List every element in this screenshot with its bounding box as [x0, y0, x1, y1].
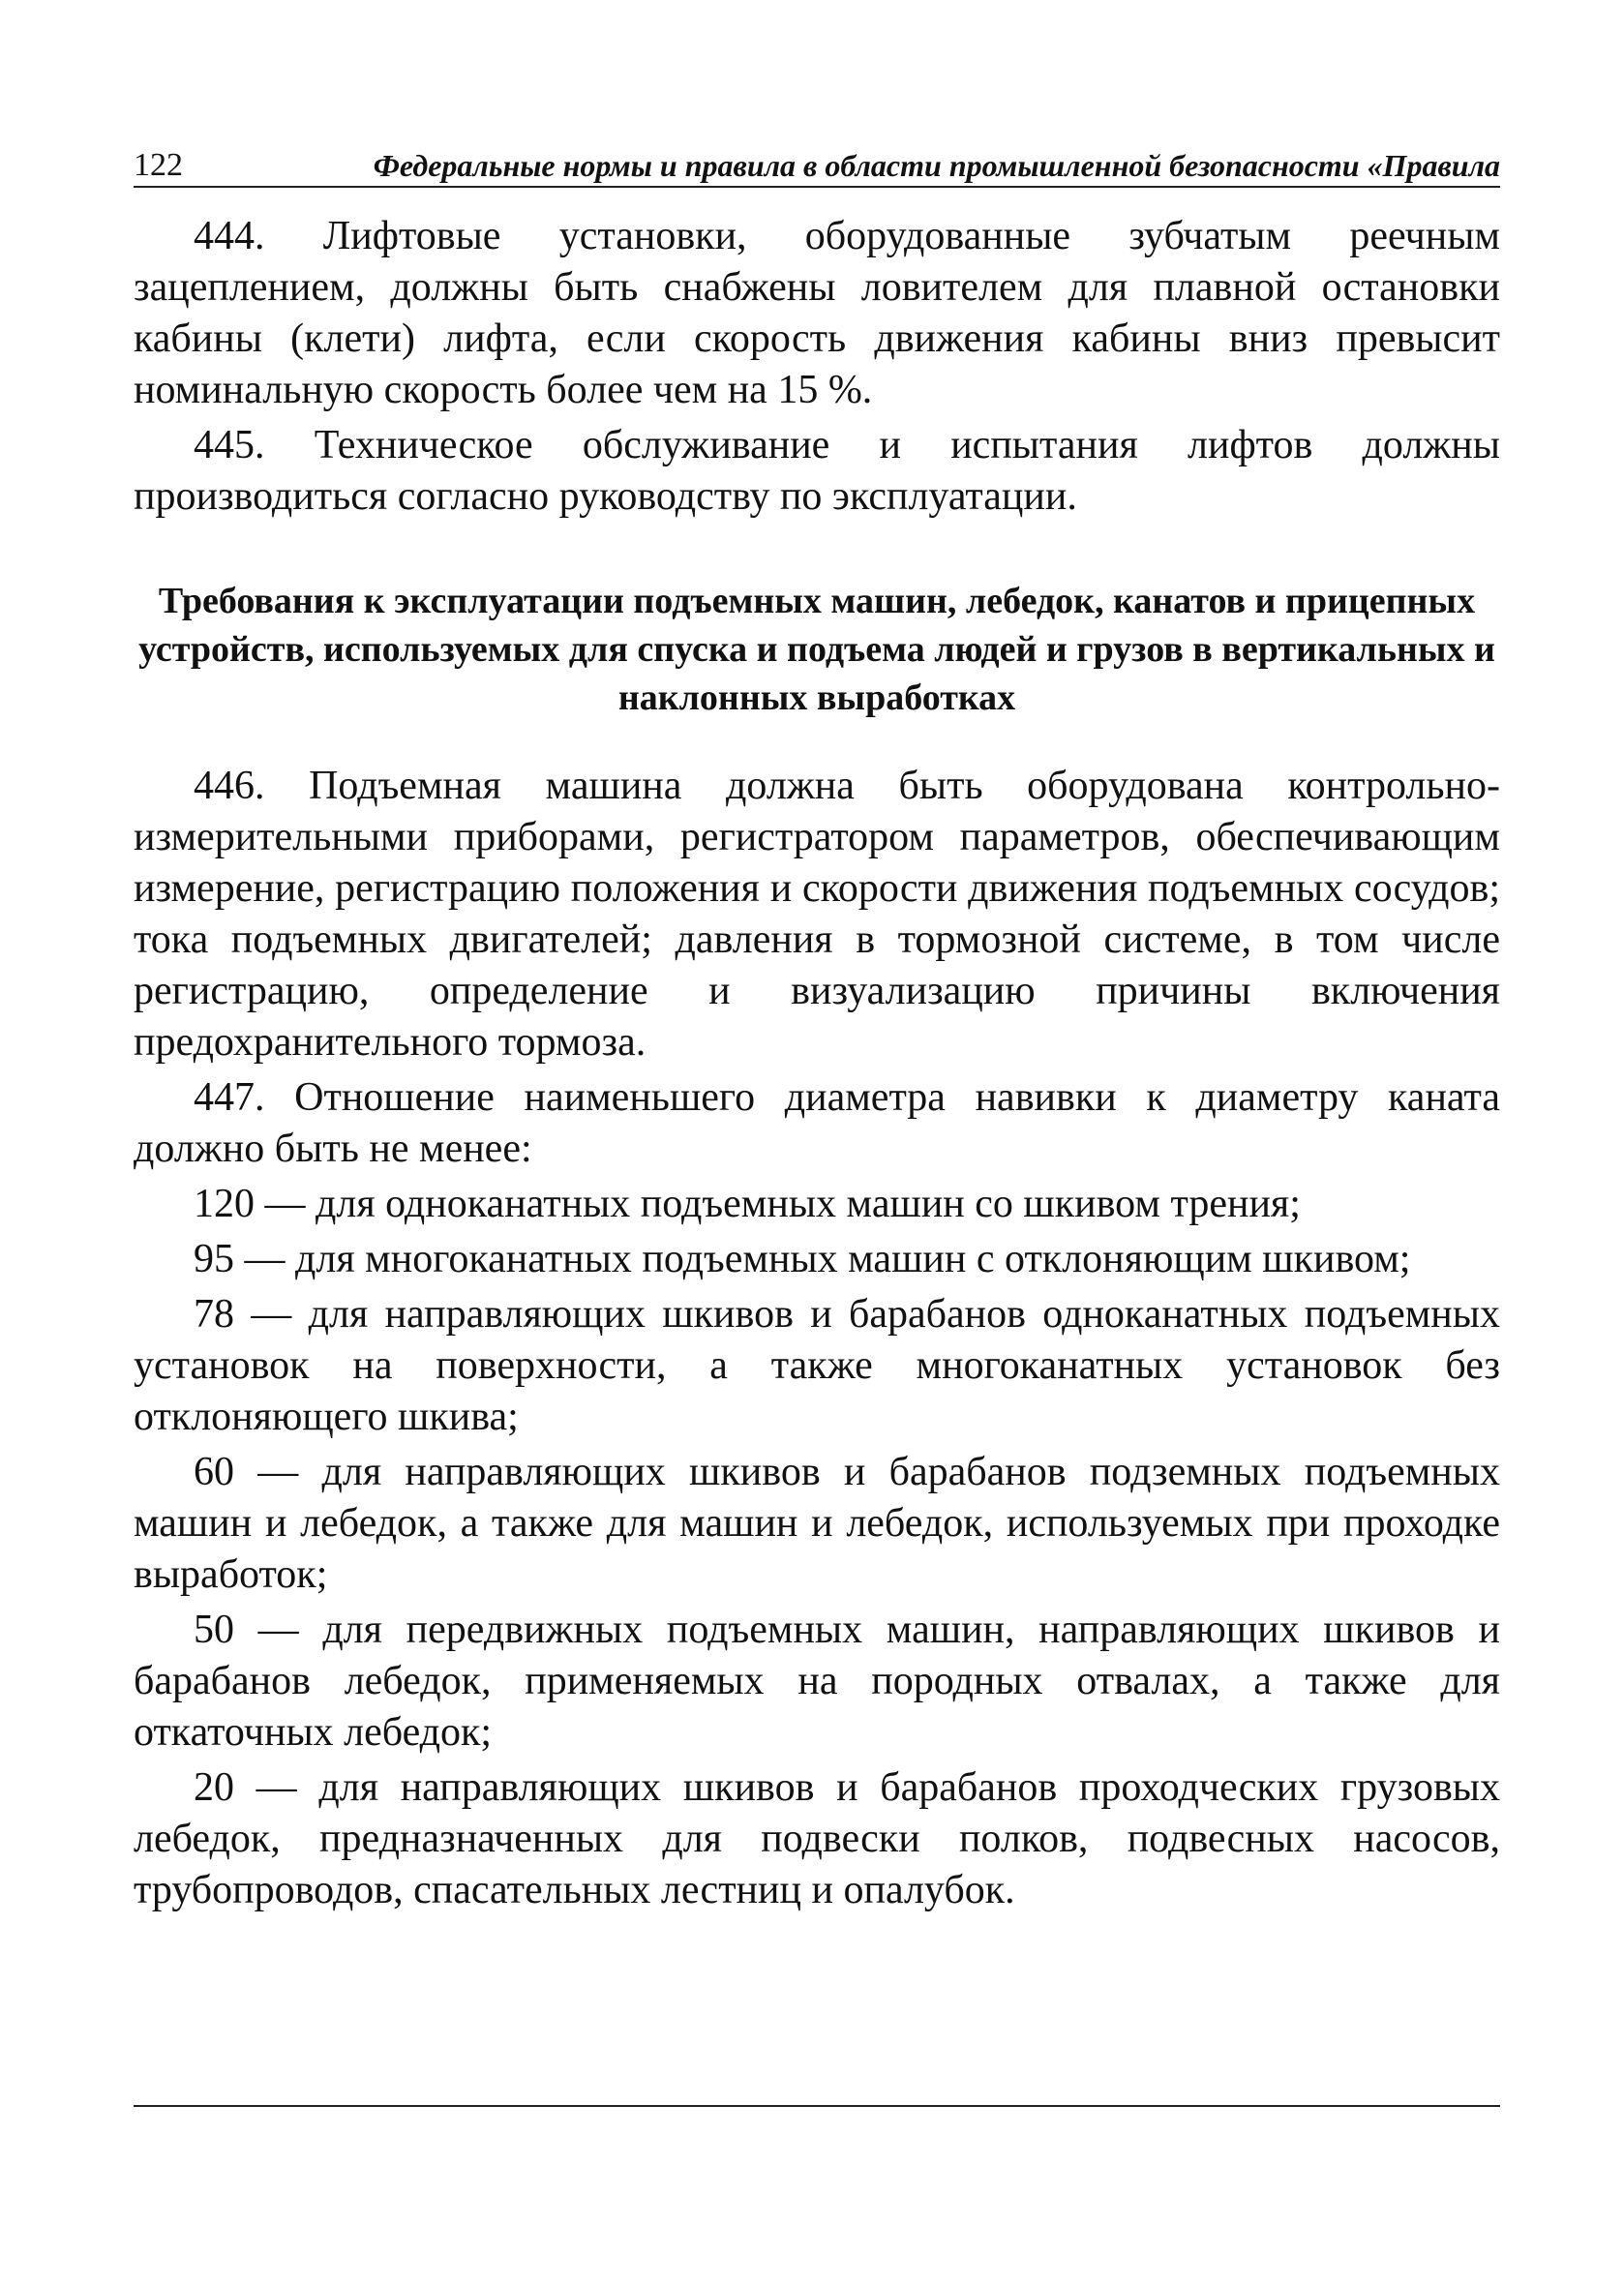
paragraph-446: 446. Подъемная машина должна быть оборудована контрольно-измерительными приборами, регистратором параметров, обеспечивающим измерение, регистрацию положения и скорости движения подъемных сосудов; тока подъемных двигателей; давления в тормозной системе, в том числе регистрацию, определение и визуализацию причины включения предохранительного тормоза.	[134, 764, 1500, 1065]
ratio-item-50: 50 — для передвижных подъемных машин, направляющих шкивов и барабанов лебедок, применяемых на породных отвалах, а также для откаточных лебедок;	[134, 1608, 1500, 1755]
ratio-item-60: 60 — для направляющих шкивов и барабанов подземных подъемных машин и лебедок, а также для машин и лебедок, используемых при проходке выработок;	[134, 1450, 1500, 1597]
paragraph-444: 444. Лифтовые установки, оборудованные зубчатым реечным зацеплением, должны быть снабжены ловителем для плавной остановки кабины (клети) лифта, если скорость движения кабины вниз превысит номинальную скорость более чем на 15 %.	[134, 214, 1500, 412]
ratio-item-78: 78 — для направляющих шкивов и барабанов одноканатных подъемных установок на поверхности, а также многоканатных установок без отклоняющего шкива;	[134, 1292, 1500, 1439]
page-body	[134, 211, 1500, 1920]
ratio-item-95: 95 — для многоканатных подъемных машин с отклоняющим шкивом;	[194, 1237, 1411, 1281]
running-header	[134, 145, 1500, 188]
page-number: 122	[134, 147, 183, 183]
ratio-item-120: 120 — для одноканатных подъемных машин со шкивом трения;	[194, 1182, 1301, 1226]
paragraph-445: 445. Техническое обслуживание и испытания лифтов должны производиться согласно руководству по эксплуатации.	[134, 423, 1500, 519]
footer-rule	[134, 2105, 1500, 2107]
running-title: Федеральные нормы и правила в области промышленной безопасности «Правила	[373, 148, 1500, 183]
paragraph-447: 447. Отношение наименьшего диаметра навивки к диаметру каната должно быть не менее:	[134, 1075, 1500, 1171]
ratio-item-20: 20 — для направляющих шкивов и барабанов проходческих грузовых лебедок, предназначенных для подвески полков, подвесных насосов, трубопроводов, спасательных лестниц и опалубок.	[134, 1765, 1500, 1912]
section-heading: Требования к эксплуатации подъемных машин, лебедок, канатов и прицепных устройств, используемых для спуска и подъема людей и грузов в вертикальных и наклонных выработках	[138, 581, 1495, 718]
